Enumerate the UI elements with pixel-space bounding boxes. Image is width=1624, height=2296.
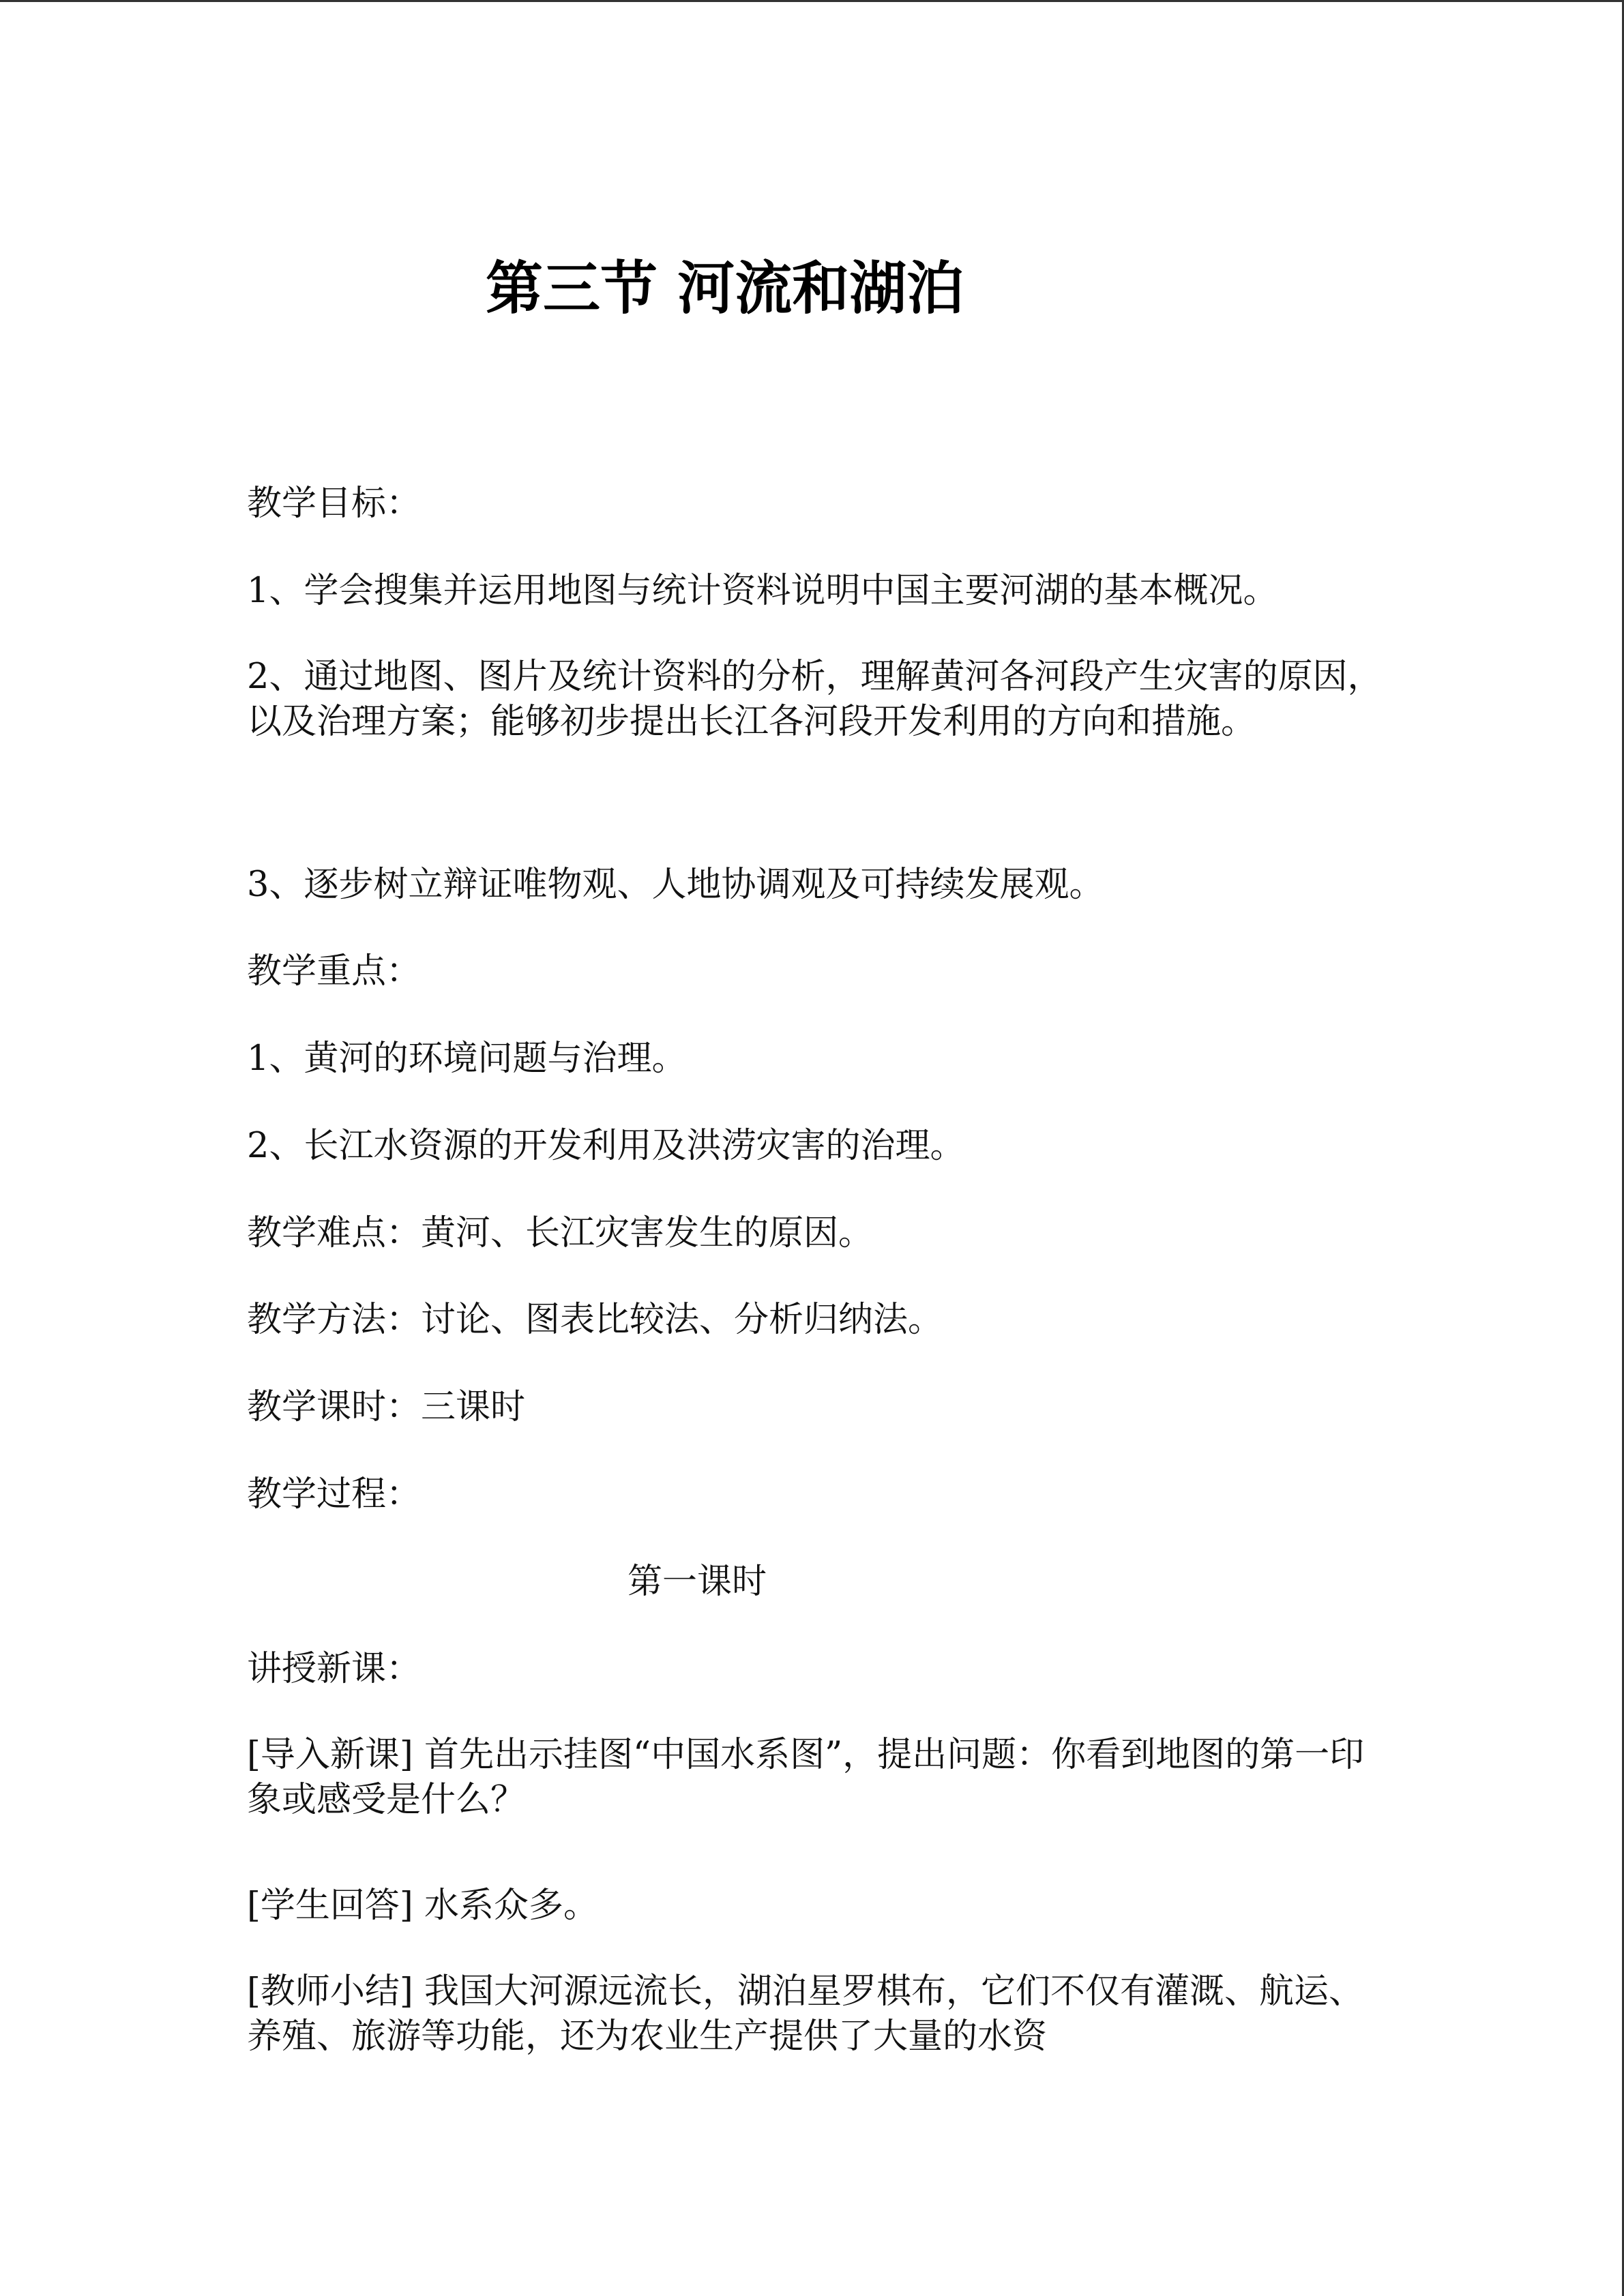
paragraph-objective-3: 3、逐步树立辩证唯物观、人地协调观及可持续发展观。	[247, 865, 1104, 905]
section-heading-first-class: 第一课时	[628, 1562, 767, 1602]
paragraph-class-hours: 教学课时：三课时	[247, 1387, 526, 1427]
paragraph-student-answer: [学生回答] 水系众多。	[247, 1885, 599, 1926]
paragraph-key-point-1: 1、黄河的环境问题与治理。	[247, 1039, 687, 1079]
paragraph-key-points-heading: 教学重点：	[247, 951, 422, 992]
paragraph-methods: 教学方法：讨论、图表比较法、分析归纳法。	[247, 1300, 943, 1340]
paragraph-new-lesson-heading: 讲授新课：	[247, 1649, 422, 1689]
document-title: 第三节 河流和湖泊	[486, 254, 964, 322]
paragraph-difficulties: 教学难点：黄河、长江灾害发生的原因。	[247, 1213, 874, 1253]
paragraph-teaching-objectives-heading: 教学目标：	[247, 483, 422, 524]
paragraph-objective-2: 2、通过地图、图片及统计资料的分析，理解黄河各河段产生灾害的原因，以及治理方案；能够初步提出长江各河段开发利用的方向和措施。	[247, 657, 1383, 742]
paragraph-objective-1: 1、学会搜集并运用地图与统计资料说明中国主要河湖的基本概况。	[247, 571, 1278, 611]
paragraph-teacher-summary: [教师小结] 我国大河源远流长，湖泊星罗棋布，它们不仅有灌溉、航运、养殖、旅游等功能，还为农业生产提供了大量的水资	[247, 1971, 1364, 2057]
paragraph-key-point-2: 2、长江水资源的开发利用及洪涝灾害的治理。	[247, 1126, 965, 1166]
paragraph-introduction: [导入新课] 首先出示挂图“中国水系图”，提出问题：你看到地图的第一印象或感受是什么？	[247, 1735, 1365, 1820]
paragraph-process-heading: 教学过程：	[247, 1474, 422, 1515]
